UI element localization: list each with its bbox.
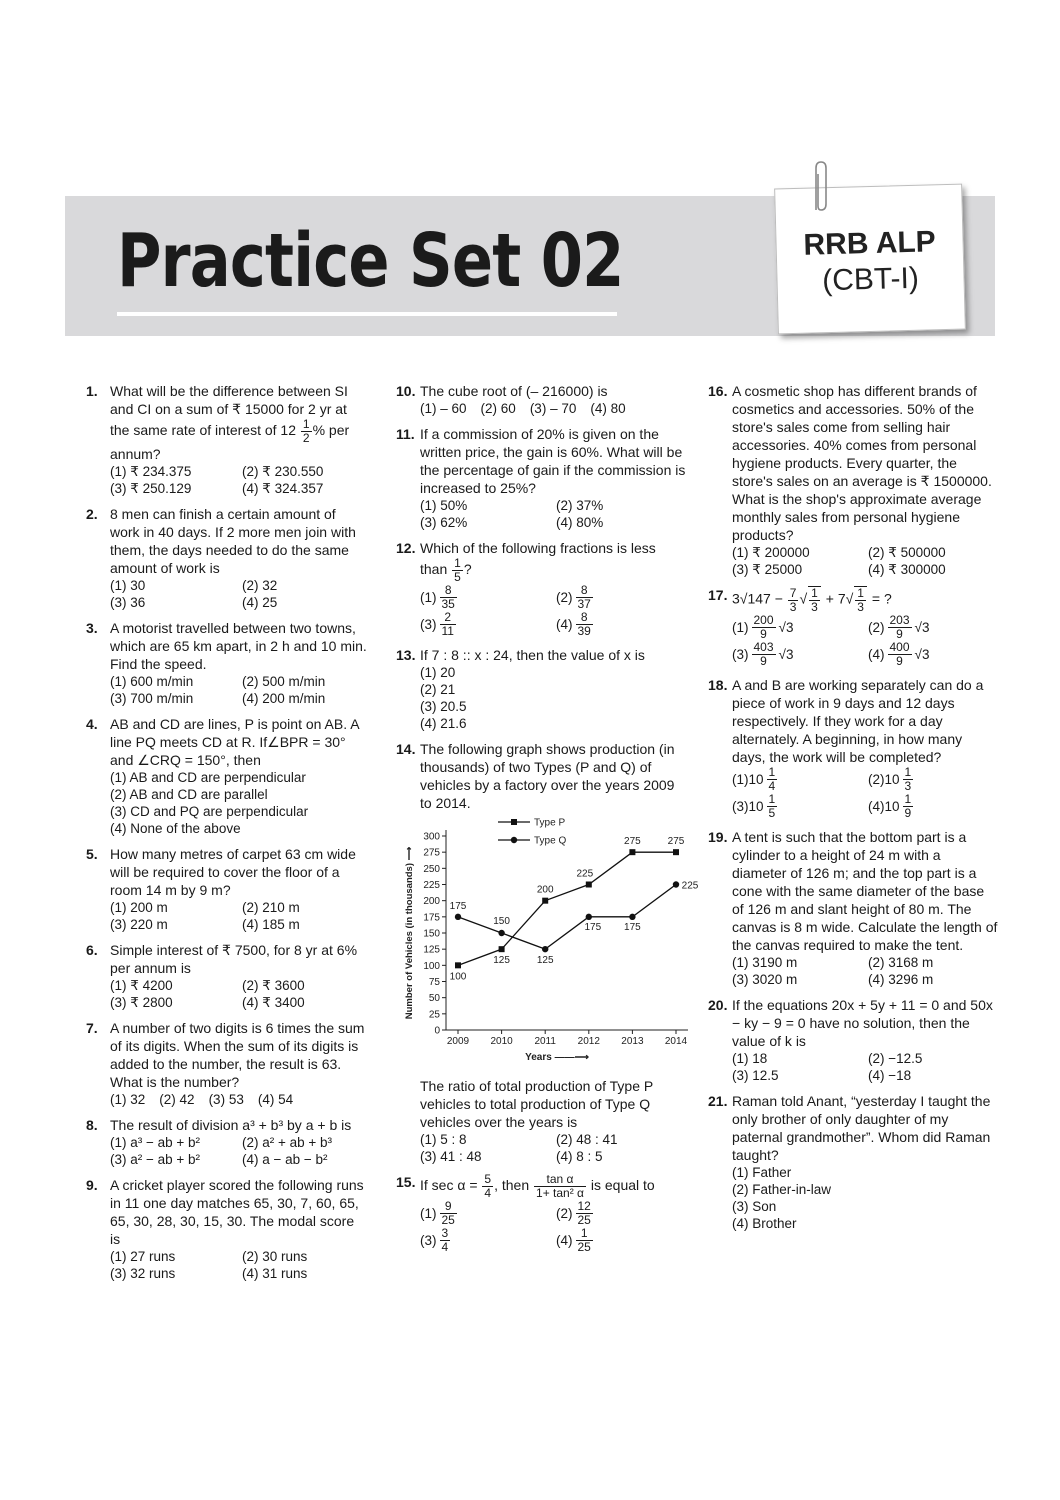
options [420,664,686,732]
option[interactable]: (2)10 $\frac{1}{3}$ [868,765,912,793]
question-stem: 8 men can finish a certain amount of work in 40 days. If 2 more men join with them, the days needed to do the same amount of work is [110,506,356,576]
data-point [629,914,635,920]
options [110,899,368,933]
question-number: 2. [86,506,98,522]
question-9 [86,1176,368,1282]
question-14 [396,740,698,1165]
data-point [542,946,548,952]
data-label: 275 [667,836,685,848]
option[interactable]: (2) 21 [420,682,456,697]
option[interactable]: (1) AB and CD are perpendicular [110,770,306,785]
question-stem: If a commission of 20% is given on the written price, the gain is 60%. What will be the percentage of gain if the commission is increased to 25%? [420,426,686,496]
options [732,614,998,668]
option[interactable]: (1) 30 [110,578,146,593]
option[interactable]: (2) 60 [480,401,516,416]
question-number: 7. [86,1020,98,1036]
question-10 [396,382,686,417]
option[interactable]: (1) ₹ 4200 [110,978,173,993]
y-axis-label: Number of Vehicles (in thousands) ⟶ [404,846,415,1020]
question-stem: The following graph shows production (in thousands) of two Types (P and Q) of vehicles by a factory over the years 2009 to 2014. [420,741,675,811]
option[interactable]: (1) $\frac{9}{25}$ [420,1199,455,1227]
option[interactable]: (3) 36 [110,595,146,610]
fraction: $\frac{1}{2}$ [302,417,310,445]
data-label: 150 [493,916,510,927]
option[interactable]: (1) 50% [420,498,468,513]
question-number: 13. [396,647,416,663]
option[interactable]: (4) 200 m/min [242,691,326,706]
option[interactable]: (2) ₹ 230.550 [242,464,324,479]
option[interactable]: (2) AB and CD are parallel [110,787,268,802]
question-stem: A motorist travelled between two towns, which are 65 km apart, in 2 h and 10 min. Find the speed. [110,620,367,672]
question-number: 4. [86,716,98,732]
question-stem: Raman told Anant, “yesterday I taught the only brother of only daughter of my paternal grandmother”. Whom did Raman taught? [732,1093,991,1163]
option[interactable]: (2) 37% [556,498,604,513]
option[interactable]: (4) −18 [868,1068,912,1083]
options [732,766,998,820]
y-tick-label: 175 [423,912,440,924]
data-point [673,849,679,855]
question-number: 10. [396,383,416,399]
x-tick-label: 2014 [664,1036,688,1047]
options [420,400,686,417]
question-5 [86,845,368,933]
y-tick-label: 300 [423,831,440,843]
data-point [673,881,679,887]
option[interactable]: (2) 42 [159,1092,195,1107]
y-tick-label: 0 [434,1025,440,1037]
question-stem: A tent is such that the bottom part is a cylinder to a height of 24 m with a diameter of 126 m; and the top part is a cone with the same diameter of the base of 126 m and slant height of 80 m. The canvas is 8 m wide. Calculate the length of the canvas required to make the tent. [732,829,998,953]
options [110,769,368,837]
options [420,1200,686,1254]
data-label: 175 [449,900,467,912]
option[interactable]: (2) −12.5 [868,1051,923,1066]
question-1 [86,382,368,497]
legend-label: Type P [534,817,566,829]
option[interactable]: (3) 32 runs [110,1266,176,1281]
option[interactable]: (4) Brother [732,1216,797,1231]
question-number: 8. [86,1117,98,1133]
option[interactable]: (1) ₹ 234.375 [110,464,192,479]
option[interactable]: (2) $\frac{203}{9}$ √3 [868,613,930,641]
column-2 [396,382,698,1262]
question-number: 15. [396,1174,416,1190]
question-stem: A cricket player scored the following runs in 11 one day matches 65, 30, 7, 60, 65, 65, 30, 28, 30, 15, 30. The modal score is [110,1177,364,1247]
option[interactable]: (4) $\frac{1}{25}$ [556,1226,591,1254]
question-stem: A cosmetic shop has different brands of cosmetics and accessories. 50% of the store's sales come from selling hair accessories. 40% comes from personal hygiene products. Every quarter, the store's sales on an average is ₹ 1500000. What is the shop's approximate average monthly sales from personal hygiene products? [732,383,992,543]
data-label: 175 [584,921,602,933]
option[interactable]: (4) 80% [556,515,604,530]
option[interactable]: (3) CD and PQ are perpendicular [110,804,309,819]
option[interactable]: (2) 210 m [242,900,300,915]
y-tick-label: 250 [423,863,440,875]
question-number: 19. [708,829,728,845]
y-tick-label: 275 [423,847,440,859]
options [110,577,368,611]
question-stem: A number of two digits is 6 times the sum of its digits. When the sum of its digits is added to the number, the result is 63. What is the number? [110,1020,365,1090]
option[interactable]: (2) 500 m/min [242,674,326,689]
option[interactable]: (1) $\frac{8}{35}$ [420,583,455,611]
question-2 [86,505,368,611]
options [420,497,686,531]
data-point [629,849,635,855]
option[interactable]: (4) $\frac{8}{39}$ [556,610,591,638]
option[interactable]: (3) – 70 [529,401,577,416]
question-number: 12. [396,540,416,556]
option[interactable]: (3) a² − ab + b² [110,1152,201,1167]
options [420,1131,686,1165]
question-20 [708,996,998,1084]
data-label: 125 [536,955,554,967]
question-number: 21. [708,1093,728,1109]
question-15 [396,1173,686,1254]
y-tick-label: 150 [423,928,440,940]
option[interactable]: (3) 53 [208,1092,244,1107]
data-point [542,898,548,904]
option[interactable]: (4) 8 : 5 [556,1149,603,1164]
options [732,1164,998,1232]
options [110,1134,368,1168]
x-tick-label: 2011 [534,1036,556,1047]
options [420,584,686,638]
y-tick-label: 25 [428,1009,440,1021]
options [110,463,368,497]
option[interactable]: (1) Father [732,1165,792,1180]
legend-marker [511,819,517,825]
question-stem: The result of division a³ + b³ by a + b is [110,1117,352,1133]
option[interactable]: (2) 32 [242,578,278,593]
exam-tag [774,184,966,335]
option[interactable]: (4) 80 [590,401,626,416]
data-label: 100 [449,971,467,983]
option[interactable]: (4) 21.6 [420,716,467,731]
question-number: 14. [396,741,416,757]
paperclip-icon [810,160,830,216]
data-label: 125 [493,955,510,967]
option[interactable]: (1) 200 m [110,900,168,915]
question-stem: If the equations 20x + 5y + 11 = 0 and 50x − ky − 9 = 0 have no solution, then the value of k is [732,997,993,1049]
option[interactable]: (1) ₹ 200000 [732,545,810,560]
question-stem: The cube root of (– 216000) is [420,383,608,399]
data-label: 200 [536,884,554,896]
question-number: 9. [86,1177,98,1193]
option[interactable]: (2) $\frac{8}{37}$ [556,583,591,611]
exam-tag-name: RRB ALP [803,225,937,262]
data-point [455,914,461,920]
question-number: 5. [86,846,98,862]
question-11 [396,425,686,531]
question-stem: A and B are working separately can do a piece of work in 9 days and 12 days respectively. If they work for a day alternately. A beginning, in how many days, the work will be completed? [732,677,984,765]
option[interactable]: (4) a − ab − b² [242,1152,328,1167]
question-stem: What will be the difference between SI and CI on a sum of ₹ 15000 for 2 yr at the same rate of interest of 12 $\frac{1}{2}$ % per annum? [110,383,350,462]
y-tick-label: 225 [423,880,440,891]
question-8 [86,1116,368,1168]
option[interactable]: (1) 3190 m [732,955,798,970]
x-tick-label: 2012 [577,1036,600,1047]
data-point [498,930,504,936]
question-stem: 3√147 − $\frac{7}{3}$ √ $\frac{1}{3}$ + 7√ $\frac{1}{3}$ = ? [732,585,892,614]
options [110,1091,368,1108]
option[interactable]: (4) 31 runs [242,1266,308,1281]
question-stem: Simple interest of ₹ 7500, for 8 yr at 6% per annum is [110,942,358,976]
option[interactable]: (4) ₹ 3400 [242,995,305,1010]
question-stem: Which of the following fractions is less than $\frac{1}{5}$ ? [420,540,656,584]
question-number: 18. [708,677,728,693]
option[interactable]: (3) ₹ 25000 [732,562,803,577]
option[interactable]: (1) 600 m/min [110,674,194,689]
x-tick-label: 2013 [621,1036,644,1047]
question-17 [708,586,998,668]
y-tick-label: 125 [423,944,440,956]
option[interactable]: (3) 41 : 48 [420,1149,482,1164]
x-tick-label: 2010 [490,1036,513,1047]
y-tick-label: 100 [423,960,440,972]
option[interactable]: (3) $\frac{403}{9}$ √3 [732,640,794,668]
option[interactable]: (1) $\frac{200}{9}$ √3 [732,613,794,641]
data-point [586,914,592,920]
option[interactable]: (2) ₹ 3600 [242,978,305,993]
data-point [586,882,592,888]
option[interactable]: (4) ₹ 300000 [868,562,946,577]
option[interactable]: (1) 5 : 8 [420,1132,467,1147]
y-tick-label: 75 [428,977,440,988]
option[interactable]: (3) ₹ 2800 [110,995,173,1010]
legend-label: Type Q [534,835,567,847]
question-number: 20. [708,997,728,1013]
option[interactable]: (3) ₹ 250.129 [110,481,192,496]
option[interactable]: (3) 62% [420,515,468,530]
option[interactable]: (4) 25 [242,595,278,610]
question-number: 1. [86,383,98,399]
question-stem: If sec α = $\frac{5}{4}$ , then $\frac{\text{tan α}}{\text{1+ tan² α}}$ is equal to [420,1172,655,1200]
series-line-type-q [458,885,676,950]
option[interactable]: (2) 30 runs [242,1249,308,1264]
option[interactable]: (3) $\frac{2}{11}$ [420,610,454,638]
question-stem: If 7 : 8 :: x : 24, then the value of x is [420,647,645,663]
question-18 [708,676,998,820]
option[interactable]: (2) 48 : 41 [556,1132,618,1147]
question-number: 3. [86,620,98,636]
column-3 [708,382,998,1240]
question-6 [86,941,368,1011]
legend-marker [511,837,517,843]
option[interactable]: (1)10 $\frac{1}{4}$ [732,765,776,793]
option[interactable]: (3) Son [732,1199,777,1214]
data-label: 225 [681,880,698,892]
question-19 [708,828,998,988]
question-21 [708,1092,998,1232]
data-label: 175 [624,921,641,933]
question-3 [86,619,368,707]
option[interactable]: (3) 20.5 [420,699,467,714]
y-tick-label: 50 [428,993,440,1005]
y-tick-label: 200 [423,896,440,908]
fraction: $\frac{1}{5}$ [454,556,461,584]
option[interactable]: (1) 32 [110,1092,146,1107]
question-number: 11. [396,426,415,442]
options [110,1248,368,1282]
question-4 [86,715,368,837]
question-number: 17. [708,587,728,603]
option[interactable]: (2) Father-in-law [732,1182,832,1197]
options [110,977,368,1011]
data-point [499,946,505,952]
options [732,1050,998,1084]
option[interactable]: (3) 700 m/min [110,691,194,706]
data-label: 225 [576,868,594,880]
option[interactable]: (1) 18 [732,1051,768,1066]
option[interactable]: (4) ₹ 324.357 [242,481,324,496]
page-title: Practice Set 02 [117,218,624,304]
column-1 [86,382,368,1290]
option[interactable]: (3) 12.5 [732,1068,779,1083]
options [732,954,998,988]
option[interactable]: (2) $\frac{12}{25}$ [556,1199,591,1227]
question-16 [708,382,998,578]
options [732,544,998,578]
question-stem: AB and CD are lines, P is point on AB. A line PQ meets CD at R. If∠BPR = 30° and ∠CRQ = 150°, then [110,716,359,768]
option[interactable]: (1) a³ − ab + b² [110,1135,201,1150]
option[interactable]: (1) – 60 [420,401,467,416]
option[interactable]: (3) $\frac{3}{4}$ [420,1226,449,1254]
option[interactable]: (2) 3168 m [868,955,934,970]
option[interactable]: (4) 3296 m [868,972,934,987]
production-chart [398,816,698,1071]
option[interactable]: (1) 27 runs [110,1249,176,1264]
option[interactable]: (2) a² + ab + b³ [242,1135,333,1150]
question-number: 6. [86,942,98,958]
options [110,673,368,707]
option[interactable]: (2) ₹ 500000 [868,545,946,560]
line-chart [398,816,698,1071]
x-axis-label: Years ——⟶ [525,1052,589,1063]
option[interactable]: (4) 185 m [242,917,300,932]
option[interactable]: (3)10 $\frac{1}{5}$ [732,792,776,820]
exam-tag-stage: (CBT-I) [821,261,920,298]
question-12 [396,539,686,638]
question-number: 16. [708,383,728,399]
option[interactable]: (3) 220 m [110,917,168,932]
question-stem: How many metres of carpet 63 cm wide will be required to cover the floor of a room 14 m by 9 m? [110,846,356,898]
option[interactable]: (4)10 $\frac{1}{9}$ [868,792,912,820]
data-point [455,962,461,968]
data-label: 275 [624,836,641,848]
question-stem-2: The ratio of total production of Type P vehicles to total production of Type Q vehicles over the years is [420,1078,653,1130]
title-underline [117,312,617,316]
option[interactable]: (4) $\frac{400}{9}$ √3 [868,640,930,668]
option[interactable]: (1) 20 [420,665,456,680]
option[interactable]: (4) 54 [257,1092,294,1107]
question-7 [86,1019,368,1108]
x-tick-label: 2009 [446,1036,470,1047]
option[interactable]: (3) 3020 m [732,972,798,987]
question-13 [396,646,686,732]
option[interactable]: (4) None of the above [110,821,241,836]
